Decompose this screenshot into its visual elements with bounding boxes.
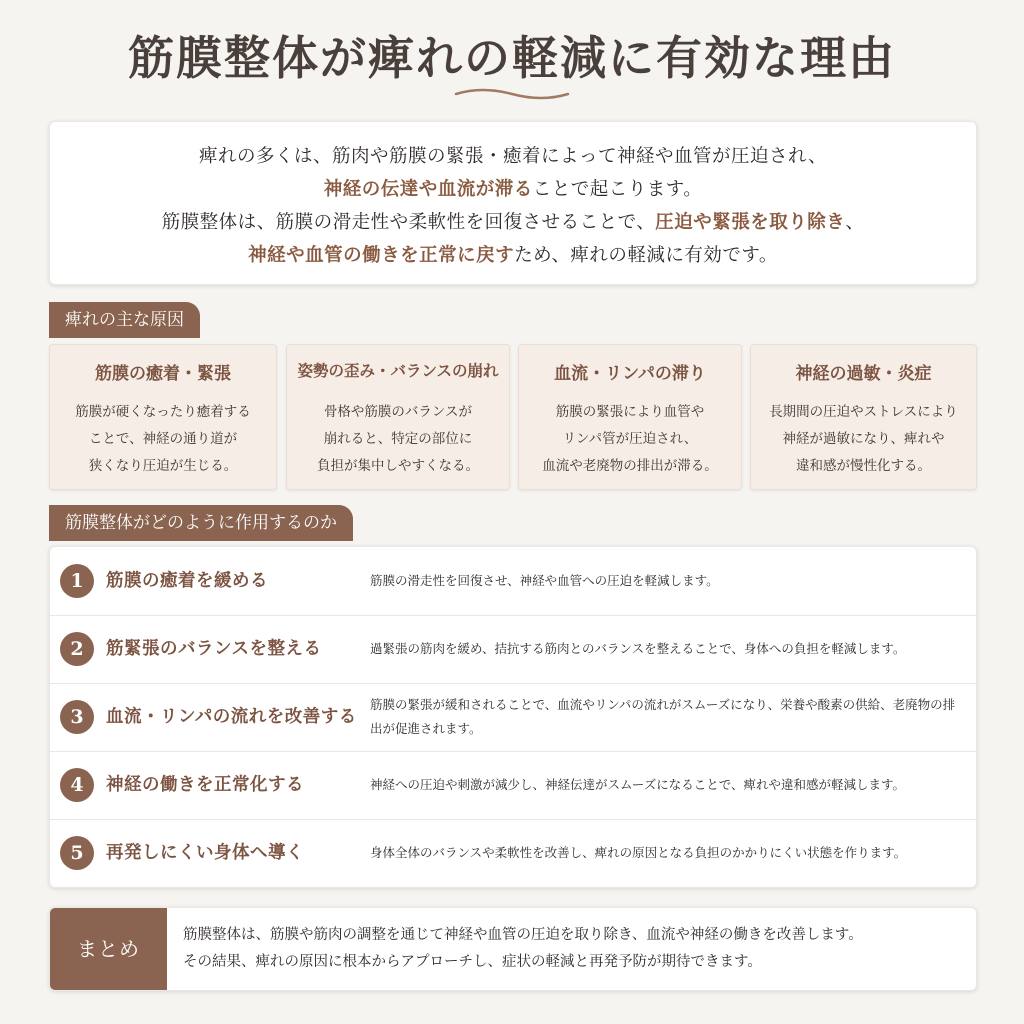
intro-highlight: 神経や血管の働きを正常に戻す xyxy=(248,245,515,266)
cause-title: 姿勢の歪み・バランスの崩れ xyxy=(297,361,499,380)
cause-line: ことで、神経の通り道が xyxy=(88,431,238,447)
summary-line: 筋膜整体は、筋膜や筋肉の調整を通じて神経や血管の圧迫を取り除き、血流や神経の働きを改善します。 xyxy=(183,927,863,943)
cause-title: 筋膜の癒着・緊張 xyxy=(95,364,231,384)
cause-card xyxy=(750,344,977,490)
section-label-mechanism: 筋膜整体がどのように作用するのか xyxy=(49,505,353,541)
step-row xyxy=(50,819,976,887)
cause-card xyxy=(286,344,510,490)
cause-description xyxy=(519,399,741,480)
summary-card xyxy=(49,907,977,991)
intro-line-3 xyxy=(50,208,976,234)
step-title: 筋緊張のバランスを整える xyxy=(106,639,322,659)
cause-line: 負担が集中しやすくなる。 xyxy=(317,458,479,474)
cause-line: 骨格や筋膜のバランスが xyxy=(323,404,473,420)
step-description: 神経への圧迫や刺激が減少し、神経伝達がスムーズになることで、痺れや違和感が軽減します。 xyxy=(370,777,906,792)
cause-line: 狭くなり圧迫が生じる。 xyxy=(88,458,238,474)
step-title: 筋膜の癒着を緩める xyxy=(106,571,268,591)
intro-text: ため、痺れの軽減に有効です。 xyxy=(514,245,778,266)
cause-title: 血流・リンパの滞り xyxy=(554,364,706,384)
intro-highlight: 圧迫や緊張を取り除き xyxy=(655,212,846,233)
cause-description xyxy=(287,399,509,480)
cause-line: 神経が過敏になり、痺れや xyxy=(782,431,945,447)
cause-line: リンパ管が圧迫され、 xyxy=(562,431,698,447)
cause-description xyxy=(50,399,276,480)
step-row xyxy=(50,751,976,820)
intro-highlight: 神経の伝達や血流が滞る xyxy=(323,179,533,200)
intro-text: 、 xyxy=(845,212,865,233)
intro-line-4 xyxy=(50,241,976,267)
step-description: 身体全体のバランスや柔軟性を改善し、痺れの原因となる負担のかかりにくい状態を作ります。 xyxy=(370,845,907,860)
wave-ornament-icon xyxy=(452,84,572,104)
step-row xyxy=(50,683,976,752)
cause-line: 崩れると、特定の部位に xyxy=(323,431,473,447)
cause-title: 神経の過敏・炎症 xyxy=(795,364,932,384)
intro-card xyxy=(49,121,977,285)
step-number-badge: 1 xyxy=(60,564,94,598)
cause-line: 筋膜の緊張により血管や xyxy=(555,404,705,420)
step-row xyxy=(50,615,976,684)
step-description: 筋膜の緊張が緩和されることで、血流やリンパの流れがスムーズになり、栄養や酸素の供給、老廃物の排出が促進されます。 xyxy=(370,697,956,736)
step-number-badge: 5 xyxy=(60,836,94,870)
summary-line: その結果、痺れの原因に根本からアプローチし、症状の軽減と再発予防が期待できます。 xyxy=(183,954,762,970)
cause-line: 血流や老廃物の排出が滞る。 xyxy=(542,458,718,474)
summary-label: まとめ xyxy=(50,908,167,990)
cause-description xyxy=(751,399,976,480)
summary-text xyxy=(183,922,973,976)
steps-list xyxy=(49,546,977,888)
page-title: 筋膜整体が痺れの軽減に有効な理由 xyxy=(128,31,896,85)
intro-line-1: 痺れの多くは、筋肉や筋膜の緊張・癒着によって神経や血管が圧迫され、 xyxy=(198,146,828,167)
step-title: 血流・リンパの流れを改善する xyxy=(106,707,357,727)
cause-card xyxy=(518,344,742,490)
step-title: 再発しにくい身体へ導く xyxy=(106,843,304,863)
step-row xyxy=(50,547,976,616)
cause-card xyxy=(49,344,277,490)
intro-text: ことで起こります。 xyxy=(532,179,703,200)
section-label-causes: 痺れの主な原因 xyxy=(49,302,200,338)
step-description: 過緊張の筋肉を緩め、拮抗する筋肉とのバランスを整えることで、身体への負担を軽減します。 xyxy=(370,641,906,656)
step-description: 筋膜の滑走性を回復させ、神経や血管への圧迫を軽減します。 xyxy=(370,573,719,588)
cause-line: 筋膜が硬くなったり癒着する xyxy=(75,404,251,420)
step-number-badge: 3 xyxy=(60,700,94,734)
step-title: 神経の働きを正常化する xyxy=(106,775,304,795)
cause-line: 違和感が慢性化する。 xyxy=(796,458,931,474)
intro-line-2 xyxy=(50,175,976,201)
step-number-badge: 4 xyxy=(60,768,94,802)
cause-line: 長期間の圧迫やストレスにより xyxy=(769,404,958,420)
step-number-badge: 2 xyxy=(60,632,94,666)
intro-text: 筋膜整体は、筋膜の滑走性や柔軟性を回復させることで、 xyxy=(161,212,656,233)
